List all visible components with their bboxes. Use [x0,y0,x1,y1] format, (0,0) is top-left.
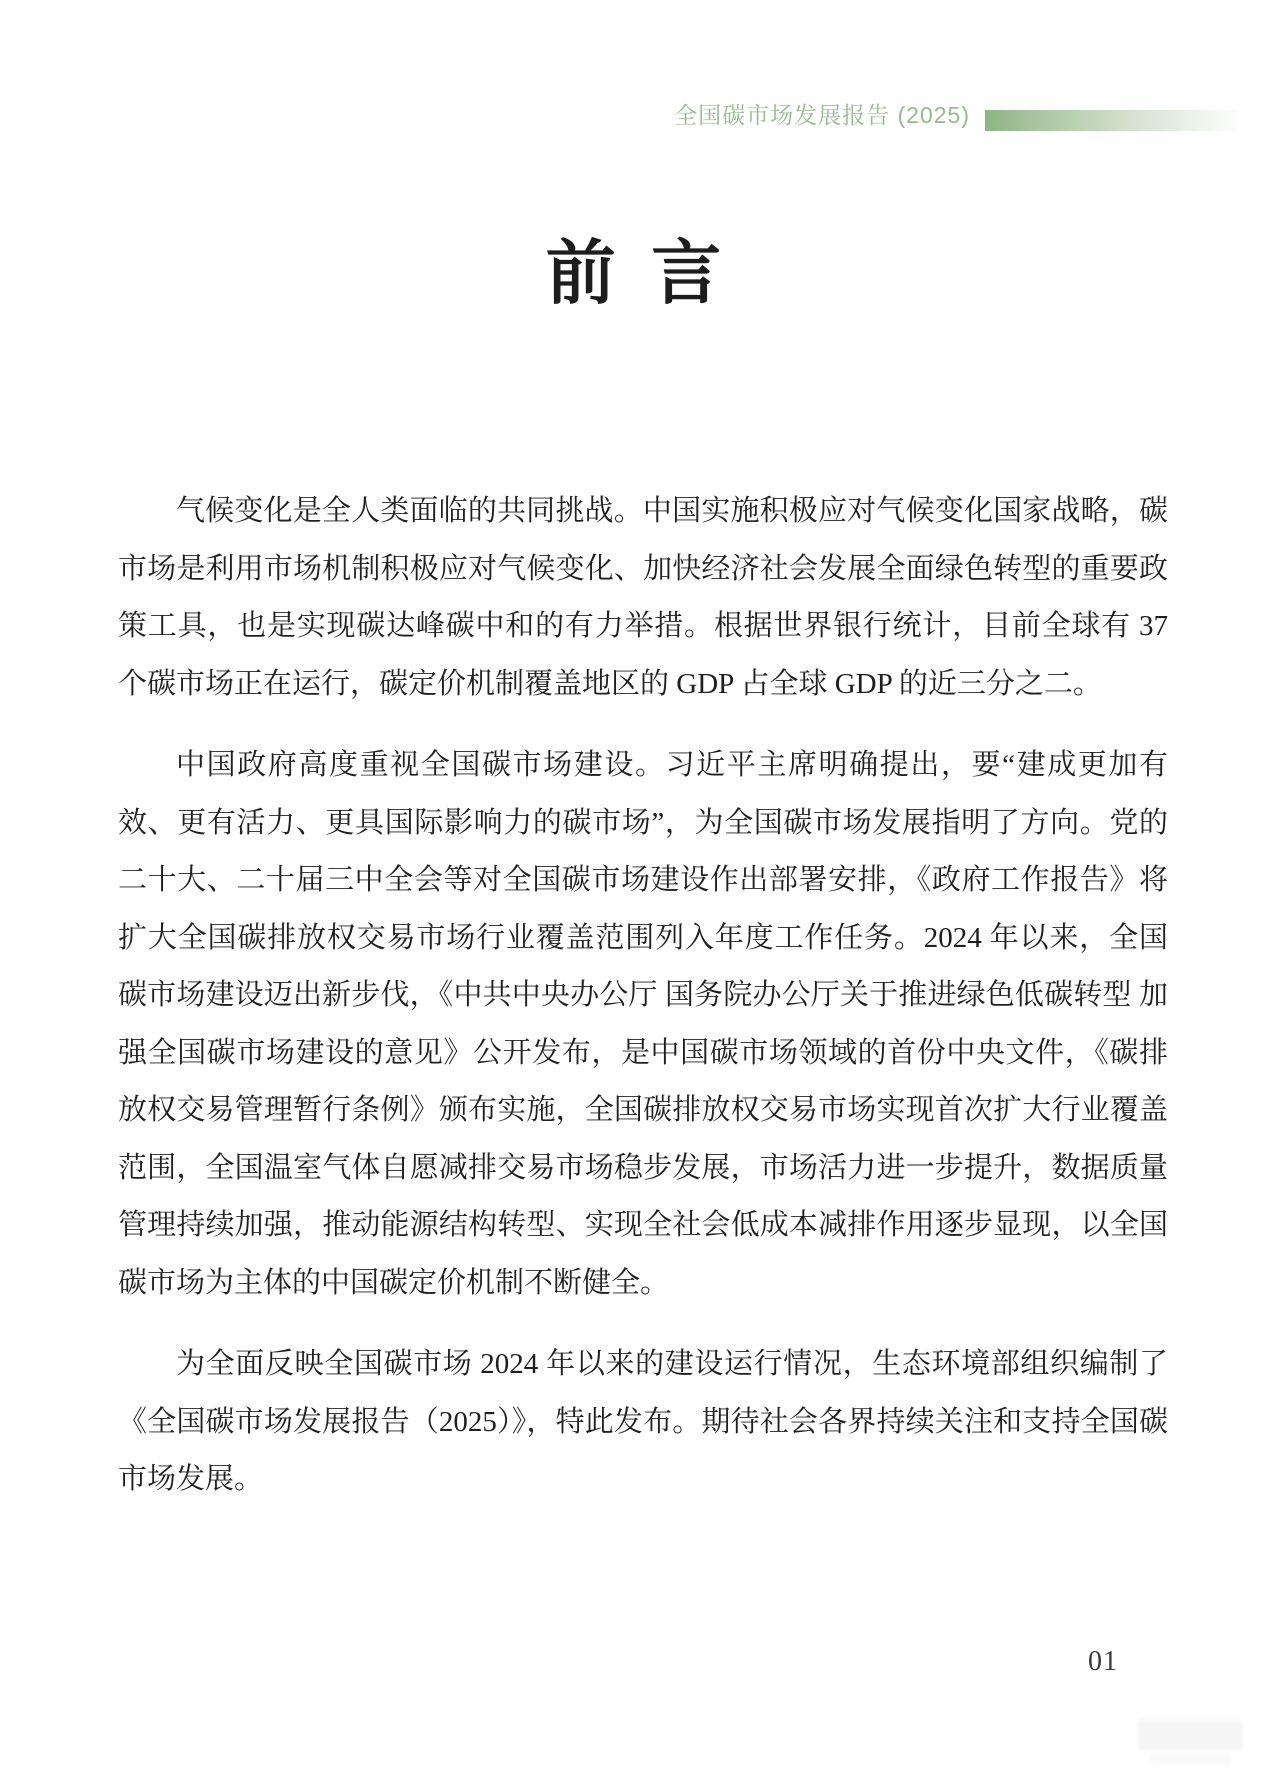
watermark-subtext [1150,1754,1232,1765]
header-gradient-bar [985,110,1267,131]
paragraph-3: 为全面反映全国碳市场 2024 年以来的建设运行情况，生态环境部组织编制了《全国碳市场发展报告（2025）》，特此发布。期待社会各界持续关注和支持全国碳市场发展。 [118,1348,1168,1495]
preface-body [118,483,1168,1509]
paragraph-2: 中国政府高度重视全国碳市场建设。习近平主席明确提出，要“建成更加有效、更有活力、更具国际影响力的碳市场”，为全国碳市场发展指明了方向。党的二十大、二十届三中全会等对全国碳市场建设作出部署安排，《政府工作报告》将扩大全国碳排放权交易市场行业覆盖范围列入年度工作任务。2024 年以来，全国碳市场建设迈出新步伐，《中共中央办公厅 国务院办公厅关于推进绿色低碳转型 加强全国碳市场建设的意见》公开发布，是中国碳市场领域的首份中央文件，《碳排放权交易管理暂行条例》颁布实施，全国碳排放权交易市场实现首次扩大行业覆盖范围，全国温室气体自愿减排交易市场稳步发展，市场活力进一步提升，数据质量管理持续加强，推动能源结构转型、实现全社会低成本减排作用逐步显现，以全国碳市场为主体的中国碳定价机制不断健全。 [118,749,1168,1299]
running-header-title: 全国碳市场发展报告 (2025) [674,102,970,128]
page-number: 01 [1088,1646,1118,1677]
page-title: 前 言 [545,236,722,313]
watermark [1138,1720,1248,1770]
watermark-glyphs [1138,1720,1243,1750]
paragraph-1: 气候变化是全人类面临的共同挑战。中国实施积极应对气候变化国家战略，碳市场是利用市场机制积极应对气候变化、加快经济社会发展全面绿色转型的重要政策工具，也是实现碳达峰碳中和的有力举措。根据世界银行统计，目前全球有 37 个碳市场正在运行，碳定价机制覆盖地区的 GDP 占全球 GDP 的近三分之二。 [118,495,1168,700]
